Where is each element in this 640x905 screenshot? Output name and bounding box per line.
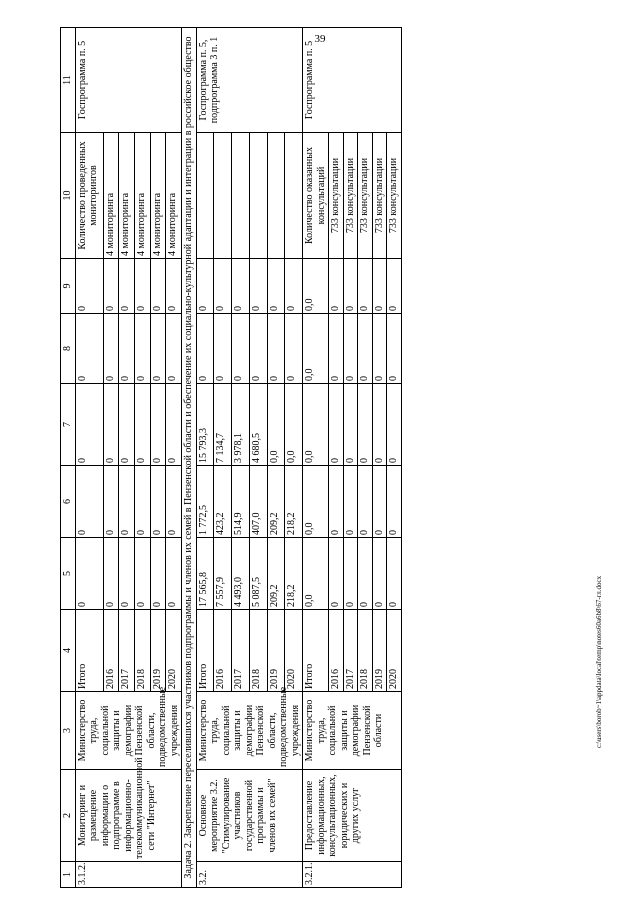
value-cell: 0: [75, 259, 103, 314]
value-cell: 0: [372, 466, 387, 538]
year-cell: 2017: [343, 610, 358, 692]
indicator-cell: [232, 133, 250, 259]
value-cell: 0: [119, 466, 135, 538]
value-cell: 0: [150, 384, 166, 466]
header-cell: 11: [61, 28, 76, 133]
value-cell: 0: [214, 314, 232, 384]
year-cell: 2019: [267, 610, 285, 692]
value-cell: 0: [387, 314, 402, 384]
year-cell: 2018: [134, 610, 150, 692]
value-cell: 0: [166, 259, 182, 314]
value-cell: 0: [134, 466, 150, 538]
page-number: 39: [314, 33, 326, 45]
value-cell: 3 978,1: [232, 384, 250, 466]
year-cell: Итого: [75, 610, 103, 692]
item-name: Основное мероприятие 3.2. "Стимулирование участников государственной программы и членов их семей": [196, 770, 303, 862]
value-cell: 0: [372, 259, 387, 314]
task-heading: Задача 2. Закрепление переселившихся участников подпрограммы и членов их семей в Пензенской области и обеспечение их социально-культурной адаптации и интеграции в российское общество: [182, 28, 197, 888]
item-name: Мониторинг и размещение информации о подпрограмме в информационно-телекоммуникационной сети "Интернет": [75, 770, 182, 862]
header-cell: 1: [61, 862, 76, 888]
value-cell: 0: [119, 314, 135, 384]
value-cell: 0: [150, 259, 166, 314]
indicator-cell: [196, 133, 214, 259]
header-cell: 9: [61, 259, 76, 314]
header-cell: 6: [61, 466, 76, 538]
item-executor: Министерство труда, социальной защиты и демографии Пензенской области, подведомственные учреждения: [196, 692, 303, 770]
year-cell: Итого: [303, 610, 329, 692]
value-cell: 0: [75, 538, 103, 610]
value-cell: 0: [329, 384, 344, 466]
task-row: [182, 28, 197, 888]
value-cell: 0: [343, 259, 358, 314]
program-table: [60, 27, 402, 888]
indicator-cell: 733 консультации: [329, 133, 344, 259]
value-cell: 0: [166, 314, 182, 384]
value-cell: 0: [150, 538, 166, 610]
value-cell: 0: [329, 466, 344, 538]
item-number: 3.2.1.: [303, 862, 402, 888]
value-cell: 218,2: [285, 466, 303, 538]
value-cell: 0: [166, 466, 182, 538]
header-cell: 8: [61, 314, 76, 384]
value-cell: 0,0: [267, 384, 285, 466]
value-cell: 0: [358, 466, 373, 538]
indicator-cell: [249, 133, 267, 259]
value-cell: 0: [134, 314, 150, 384]
value-cell: 0: [358, 314, 373, 384]
rotated-table-container: [60, 28, 630, 888]
value-cell: 0,0: [303, 538, 329, 610]
indicator-cell: [267, 133, 285, 259]
value-cell: 0: [75, 466, 103, 538]
value-cell: 0: [232, 259, 250, 314]
indicator-cell: [285, 133, 303, 259]
value-cell: 0: [343, 314, 358, 384]
value-cell: 0: [343, 538, 358, 610]
year-cell: 2016: [214, 610, 232, 692]
item-number: 3.2.: [196, 862, 303, 888]
value-cell: 209,2: [267, 466, 285, 538]
value-cell: 0: [358, 538, 373, 610]
indicator-cell: [214, 133, 232, 259]
value-cell: 407,0: [249, 466, 267, 538]
indicator-cell: 733 консультации: [343, 133, 358, 259]
item-name: Предоставление информационных, консультационных, юридических и других услуг: [303, 770, 402, 862]
table-row: [75, 28, 103, 888]
value-cell: 0: [232, 314, 250, 384]
value-cell: 0: [119, 384, 135, 466]
value-cell: 0: [372, 384, 387, 466]
value-cell: 15 793,3: [196, 384, 214, 466]
header-cell: 3: [61, 692, 76, 770]
value-cell: 0: [249, 314, 267, 384]
year-cell: 2020: [166, 610, 182, 692]
program-ref: Госпрограмма п. 5: [303, 28, 402, 133]
year-cell: 2017: [232, 610, 250, 692]
year-cell: Итого: [196, 610, 214, 692]
year-cell: 2019: [150, 610, 166, 692]
value-cell: 0: [103, 538, 119, 610]
item-executor: Министерство труда, социальной защиты и демографии Пензенской области: [303, 692, 402, 770]
value-cell: 514,9: [232, 466, 250, 538]
value-cell: 0: [196, 259, 214, 314]
value-cell: 0,0: [303, 466, 329, 538]
value-cell: 0: [103, 384, 119, 466]
value-cell: 0: [196, 314, 214, 384]
value-cell: 0: [387, 384, 402, 466]
indicator-cell: 4 мониторинга: [134, 133, 150, 259]
value-cell: 0,0: [303, 314, 329, 384]
value-cell: 0: [372, 538, 387, 610]
value-cell: 0: [150, 314, 166, 384]
value-cell: 0: [134, 538, 150, 610]
value-cell: 0: [329, 538, 344, 610]
year-cell: 2018: [249, 610, 267, 692]
value-cell: 0: [75, 314, 103, 384]
value-cell: 1 772,5: [196, 466, 214, 538]
year-cell: 2020: [387, 610, 402, 692]
header-cell: 10: [61, 133, 76, 259]
value-cell: 0: [267, 259, 285, 314]
indicator-cell: 4 мониторинга: [150, 133, 166, 259]
header-row: [61, 28, 76, 888]
value-cell: 0: [343, 466, 358, 538]
value-cell: 0: [358, 259, 373, 314]
header-cell: 5: [61, 538, 76, 610]
value-cell: 5 087,5: [249, 538, 267, 610]
value-cell: 7 134,7: [214, 384, 232, 466]
year-cell: 2017: [119, 610, 135, 692]
header-cell: 4: [61, 610, 76, 692]
value-cell: 0: [103, 259, 119, 314]
value-cell: 7 557,9: [214, 538, 232, 610]
value-cell: 0: [329, 314, 344, 384]
indicator-cell: 4 мониторинга: [103, 133, 119, 259]
value-cell: 209,2: [267, 538, 285, 610]
value-cell: 0: [150, 466, 166, 538]
value-cell: 0: [134, 384, 150, 466]
value-cell: 0: [119, 538, 135, 610]
value-cell: 4 493,0: [232, 538, 250, 610]
year-cell: 2019: [372, 610, 387, 692]
year-cell: 2020: [285, 610, 303, 692]
value-cell: 0: [103, 314, 119, 384]
value-cell: 0: [329, 259, 344, 314]
indicator-cell: Количество оказанных консультаций: [303, 133, 329, 259]
year-cell: 2016: [329, 610, 344, 692]
header-cell: 2: [61, 770, 76, 862]
value-cell: 0,0: [303, 259, 329, 314]
value-cell: 0: [249, 259, 267, 314]
value-cell: 17 565,8: [196, 538, 214, 610]
value-cell: 0,0: [303, 384, 329, 466]
value-cell: 0: [119, 259, 135, 314]
indicator-cell: 733 консультации: [387, 133, 402, 259]
year-cell: 2018: [358, 610, 373, 692]
value-cell: 218,2: [285, 538, 303, 610]
header-cell: 7: [61, 384, 76, 466]
indicator-cell: 733 консультации: [358, 133, 373, 259]
value-cell: 0: [387, 259, 402, 314]
value-cell: 0: [103, 466, 119, 538]
table-row: [196, 28, 214, 888]
program-ref: Госпрограмма п. 5, подпрограмма 3 п. 1: [196, 28, 303, 133]
table-row: [303, 28, 329, 888]
value-cell: 0: [166, 384, 182, 466]
indicator-cell: 733 консультации: [372, 133, 387, 259]
value-cell: 4 680,5: [249, 384, 267, 466]
value-cell: 0: [75, 384, 103, 466]
item-executor: Министерство труда, социальной защиты и демографии Пензенской области, подведомственные учреждения: [75, 692, 182, 770]
value-cell: 0: [285, 259, 303, 314]
value-cell: 0: [134, 259, 150, 314]
value-cell: 0,0: [285, 384, 303, 466]
program-ref: Госпрограмма п. 5: [75, 28, 182, 133]
value-cell: 0: [166, 538, 182, 610]
value-cell: 0: [387, 466, 402, 538]
indicator-cell: 4 мониторинга: [166, 133, 182, 259]
value-cell: 0: [214, 259, 232, 314]
indicator-cell: Количество проведенных мониторингов: [75, 133, 103, 259]
value-cell: 0: [358, 384, 373, 466]
item-number: 3.1.2.: [75, 862, 182, 888]
value-cell: 0: [267, 314, 285, 384]
year-cell: 2016: [103, 610, 119, 692]
indicator-cell: 4 мониторинга: [119, 133, 135, 259]
file-path-footer: c:\users\borob~1\appdata\local\temp\notes60a6b8\67-гл.docx: [595, 575, 603, 748]
value-cell: 423,2: [214, 466, 232, 538]
value-cell: 0: [343, 384, 358, 466]
value-cell: 0: [387, 538, 402, 610]
value-cell: 0: [285, 314, 303, 384]
value-cell: 0: [372, 314, 387, 384]
